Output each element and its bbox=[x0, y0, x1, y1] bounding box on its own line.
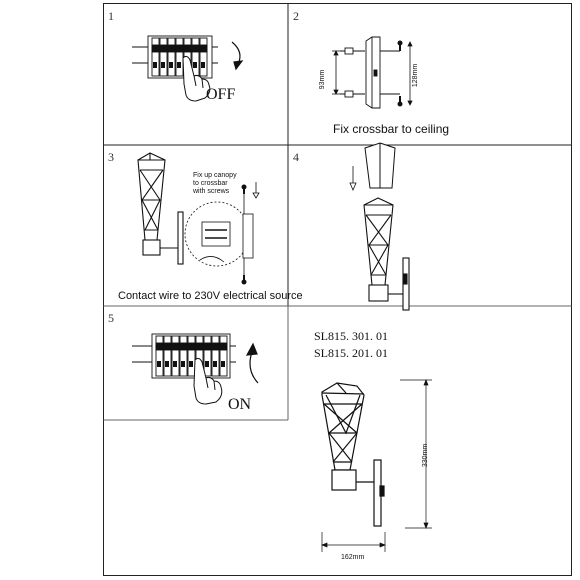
down-arrow-icon bbox=[350, 166, 356, 190]
step2-caption: Fix crossbar to ceiling bbox=[333, 122, 450, 136]
dimension-height: 330mm bbox=[422, 443, 430, 468]
rotate-arrow-icon bbox=[232, 42, 242, 69]
off-label: OFF bbox=[206, 86, 236, 103]
lamp-icon-product bbox=[322, 383, 384, 526]
step-number-5: 5 bbox=[108, 311, 114, 325]
lamp-icon bbox=[138, 153, 183, 264]
canopy-note-line: Fix up canopy bbox=[193, 172, 237, 179]
step-number-3: 3 bbox=[108, 150, 114, 164]
step3-caption: Contact wire to 230V electrical source bbox=[118, 290, 303, 302]
breaker-icon-step5 bbox=[132, 334, 236, 378]
canopy-note-line: to crossbar bbox=[193, 180, 228, 187]
canopy-note-line: with screws bbox=[193, 188, 230, 195]
dimension-93mm: 93mm bbox=[319, 69, 327, 90]
model-number: SL815. 201. 01 bbox=[314, 346, 389, 360]
model-number: SL815. 301. 01 bbox=[314, 329, 389, 343]
canopy-detail bbox=[185, 190, 253, 278]
dimension-width: 162mm bbox=[341, 554, 365, 561]
lamp-icon-step4 bbox=[364, 198, 409, 310]
rotate-arrow-icon-step5 bbox=[247, 344, 258, 383]
down-arrow-icon-step3 bbox=[253, 182, 259, 198]
on-label: ON bbox=[228, 396, 252, 413]
step-number-1: 1 bbox=[108, 9, 114, 23]
screw-icon bbox=[398, 41, 403, 107]
crossbar-icon bbox=[340, 37, 400, 108]
dimension-128mm: 128mm bbox=[412, 63, 420, 88]
model-numbers bbox=[314, 328, 388, 362]
step-number-2: 2 bbox=[293, 9, 299, 23]
lamp-shade-top bbox=[365, 143, 395, 188]
breaker-icon bbox=[132, 36, 218, 78]
canopy-note bbox=[193, 172, 237, 196]
step-number-4: 4 bbox=[293, 150, 299, 164]
